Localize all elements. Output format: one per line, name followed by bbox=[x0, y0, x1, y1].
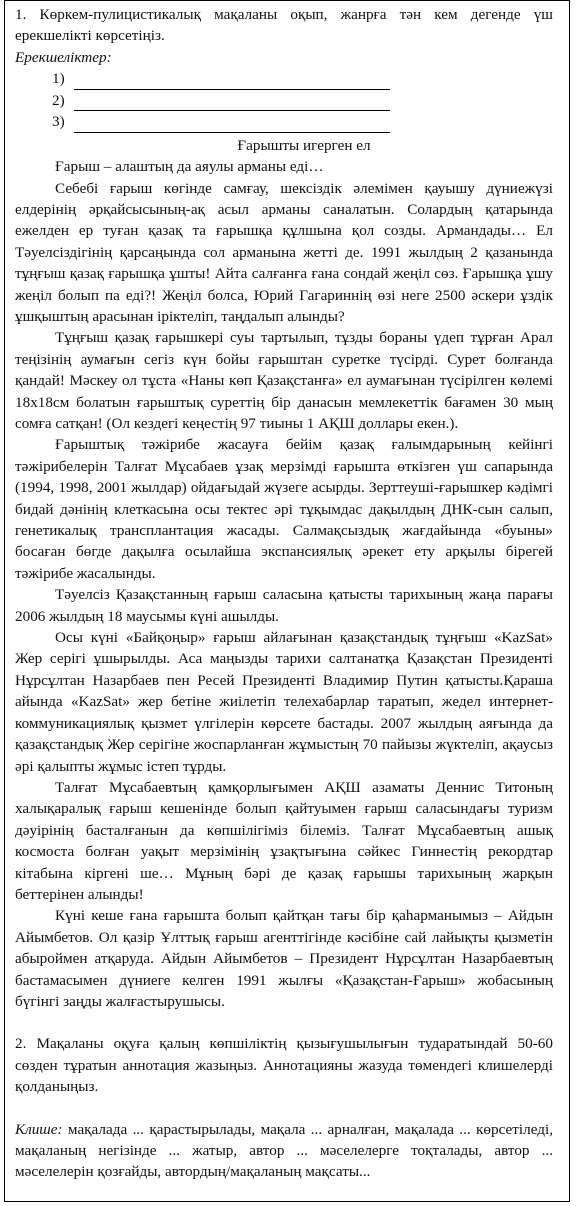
cliche-text: мақалада ... қарастырылады, мақала ... арналған, мақалада ... көрсетіледі, мақаланың негізінде ... жатыр, автор ... мәселелерге тоқталады, автор ... мәселелерін қозғайды, автордың/мақаланың мақсаты... bbox=[15, 1120, 553, 1181]
article-paragraph: Ғарыштық тәжірибе жасауға бейім қазақ ғалымдарының кейінгі тәжірибелерін Талғат Мұсабаев ұзақ мерзімді ғарышта өткізген үш сапарында (1994, 1998, 2001 жылдар) ойдағыдай жүзеге асырды. Зерттеуші-ғарышкер кәдімгі бидай дәнінің клеткасына осы тектес әрі тұқымдас дақылдың ДНК-сын салып, генетикалық трансплантация жасады. Салмақсыздық жағдайында «буыны» босаған бөгде дақылға осылайша экспансиялық әрекет ету арқылы бірегей тәжірибе жасалынды. bbox=[15, 436, 553, 582]
section-gap bbox=[15, 1098, 553, 1119]
answer-number: 1) bbox=[52, 70, 65, 88]
article-paragraph: Тұңғыш қазақ ғарышкері суы тартылып, тұзды бораны үдеп тұрған Арал теңізінің аумағын сегіз күн бойы ғарыштан суретке түсірді. Сурет болғанда қандай! Мәскеу ол тұста «Наны көп Қазақстанға» ел аумағынан түсірілген көлемі 18х18см болатын ғарыштық суреттің бір данасын мемлекеттік бағамен 30 мың сомға сатқан! (Ол кездегі кеңестің 97 тиыны 1 АҚШ доллары екен.). bbox=[15, 329, 553, 432]
answer-lines bbox=[15, 68, 553, 133]
answer-number: 3) bbox=[52, 113, 65, 131]
task1-question: 1. Көркем-пулицистикалық мақаланы оқып, жанрға тән кем дегенде үш ерекшелікті көрсетіңіз. bbox=[15, 6, 553, 45]
article-paragraph: Ғарыш – алаштың да аяулы арманы еді… bbox=[55, 158, 324, 176]
features-label: Ерекшеліктер: bbox=[15, 48, 112, 66]
answer-blank[interactable] bbox=[74, 74, 390, 90]
cliche-block bbox=[15, 1119, 553, 1183]
cliche-label: Клише: bbox=[15, 1120, 63, 1138]
article-paragraph: Тәуелсіз Қазақстанның ғарыш саласына қатысты тарихының жаңа парағы 2006 жылдың 18 маусымы күні ашылды. bbox=[15, 586, 553, 625]
article-paragraph: Күні кеше ғана ғарышта болып қайтқан тағы бір қаһарманымыз – Айдын Айымбетов. Ол қазір Ұлттық ғарыш агенттігінде кәсібіне сай лайықты қызметін абыроймен атқаруда. Айдын Айымбетов – Президент Нұрсұлтан Назарбаевтың бастамасымен дүниеге келген 1991 жылғы «Қазақстан-Ғарыш» жобасының бүгінгі заңды жалғастырушысы. bbox=[15, 907, 553, 1010]
answer-blank[interactable] bbox=[74, 95, 390, 111]
answer-line-3[interactable] bbox=[52, 111, 553, 133]
answer-blank[interactable] bbox=[74, 117, 390, 133]
article-paragraph: Талғат Мұсабаевтың қамқорлығымен АҚШ азаматы Деннис Титоның халықаралық ғарыш кешенінде болып қайтуымен ғарыш саласындағы туризм дәуірінің басталғанын да көпшілігіміз білеміз. Талғат Мұсабаевтың ашық космоста болған уақыт мерзімінің ұзақтығына сәйкес Гиннестің рекордтар кітабына кіргені ше… Мұның бәрі де қазақ ғарышы тарихының жарқын беттерінен алынды! bbox=[15, 778, 553, 903]
answer-number: 2) bbox=[52, 91, 65, 109]
worksheet-page bbox=[15, 4, 553, 1183]
article-title: Ғарышты игерген ел bbox=[237, 136, 371, 154]
section-gap bbox=[15, 1012, 553, 1033]
answer-line-1[interactable] bbox=[52, 68, 553, 90]
answer-line-2[interactable] bbox=[52, 90, 553, 112]
article-paragraph: Себебі ғарыш көгінде самғау, шексіздік әлемімен қауышу дүниежүзі елдерінің әрқайсысының-ақ асыл арманы саналатын. Солардың қатарында ежелден ер туған қазақ та ғарышқа құлшына қол созды. Армандады… Ел Тәуелсіздігінің қарсаңында сол арманына жетті де. 1991 жылдың 2 қазанында тұңғыш қазақ ғарышқа ұшты! Айта салғанға ғана сондай жеңіл сөз. Ғарышқа ұшу жеңіл болып па еді?! Жеңіл болса, Юрий Гагариннің өзі неге 2500 әскери ұздік ұшқыштың арасынан іріктеліп, таңдалып алынды? bbox=[15, 179, 553, 325]
task2-question: 2. Мақаланы оқуға қалың көпшіліктің қызығушылығын тударатындай 50-60 сөзден тұратын аннотация жазыңыз. Аннотацияны жазуда төмендегі клишелерді қолданыңыз. bbox=[15, 1035, 553, 1096]
article-paragraph: Осы күні «Байқоңыр» ғарыш айлағынан қазақстандық тұңғыш «KazSat» Жер серігі ұшырылды. Аса маңызды тарихи салтанатқа Қазақстан Президенті Нұрсұлтан Назарбаев пен Ресей Президенті Владимир Путин қатысты.Қараша айында «KazSat» жер бетіне жиілетіп телехабарлар таратып, жедел интернет-коммуникациялық қызмет үлгілерін көрсете бастады. 2007 жылдың аяғында да қазақстандық Жер серігіне жоспарланған жұмыстың 70 пайызы жүктеліп, ақаусыз әрі қалыпты жұмыс істеп тұрды. bbox=[15, 629, 553, 775]
